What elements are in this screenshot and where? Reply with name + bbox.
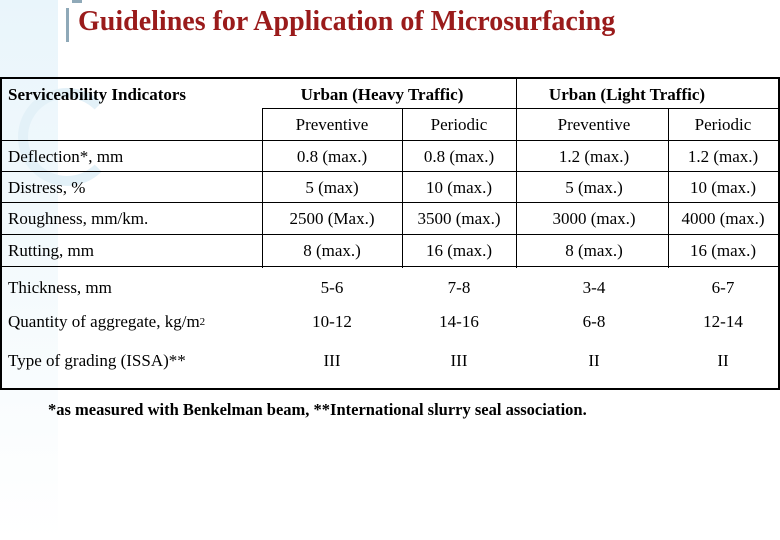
subheader-light-preventive: Preventive [557,115,631,134]
footnote: *as measured with Benkelman beam, **International slurry seal association. [48,400,587,419]
row-label-text: Quantity of aggregate, kg/m [8,312,200,331]
table-cell: 10 (max.) [689,177,757,197]
table-cell: 6-7 [711,278,735,297]
table-top-border [0,77,780,79]
table-cell: 1.2 (max.) [687,146,759,166]
table-bottom-border [0,388,780,390]
row-label: Quantity of aggregate, kg/m 2 [8,312,206,331]
row-label: Rutting, mm [8,241,94,260]
table-cell: 2500 (Max.) [289,209,375,228]
table-cell: 16 (max.) [689,241,757,260]
table-cell: III [450,351,468,370]
table-cell: 0.8 (max.) [423,146,495,166]
table-cell: 5 (max.) [565,177,623,197]
subheader-light-periodic: Periodic [694,115,752,134]
table-cell: 6-8 [582,312,606,331]
table-cell: II [717,351,729,370]
table-cell: 8 (max.) [303,241,361,260]
table-cell: 5 (max) [305,177,359,197]
group-divider [516,79,517,108]
table-cell: 5-6 [320,278,344,297]
table-cell: 0.8 (max.) [296,146,368,166]
table-cell: II [588,351,600,370]
row-line-3 [0,234,780,235]
decorative-tick-top [72,0,82,3]
table-cell: 16 (max.) [425,241,493,260]
table-cell: 3500 (max.) [417,209,501,228]
row-line-2 [0,202,780,203]
table-cell: 14-16 [439,312,479,331]
subheader-heavy-preventive: Preventive [295,115,369,134]
col-line-3 [516,108,517,268]
table-cell: III [323,351,341,370]
table-cell: 10-12 [312,312,352,331]
row-label: Roughness, mm/km. [8,209,149,228]
table-cell: 4000 (max.) [681,209,765,228]
page-title: Guidelines for Application of Microsurfacing [78,6,616,37]
row-line-4 [0,266,780,267]
decorative-tick [66,8,69,42]
table-cell: 12-14 [703,312,743,331]
table-cell: 3000 (max.) [552,209,636,228]
table-cell: 1.2 (max.) [558,146,630,166]
subheader-heavy-periodic: Periodic [430,115,488,134]
table-cell: 8 (max.) [565,241,623,260]
decorative-sidebar [0,0,58,540]
header-heavy-traffic: Urban (Heavy Traffic) [300,85,464,104]
row-label: Deflection*, mm [8,146,124,166]
row-line-1 [0,171,780,172]
table-cell: 10 (max.) [425,177,493,197]
header-light-traffic: Urban (Light Traffic) [548,85,706,104]
header-divider [262,108,780,109]
row-label: Distress, % [8,177,86,197]
header-bottom-line [0,140,780,141]
row-label: Type of grading (ISSA)** [8,351,186,370]
table-cell: 3-4 [582,278,606,297]
table-cell: 7-8 [447,278,471,297]
row-label: Thickness, mm [8,278,112,297]
header-indicators: Serviceability Indicators [8,85,187,104]
